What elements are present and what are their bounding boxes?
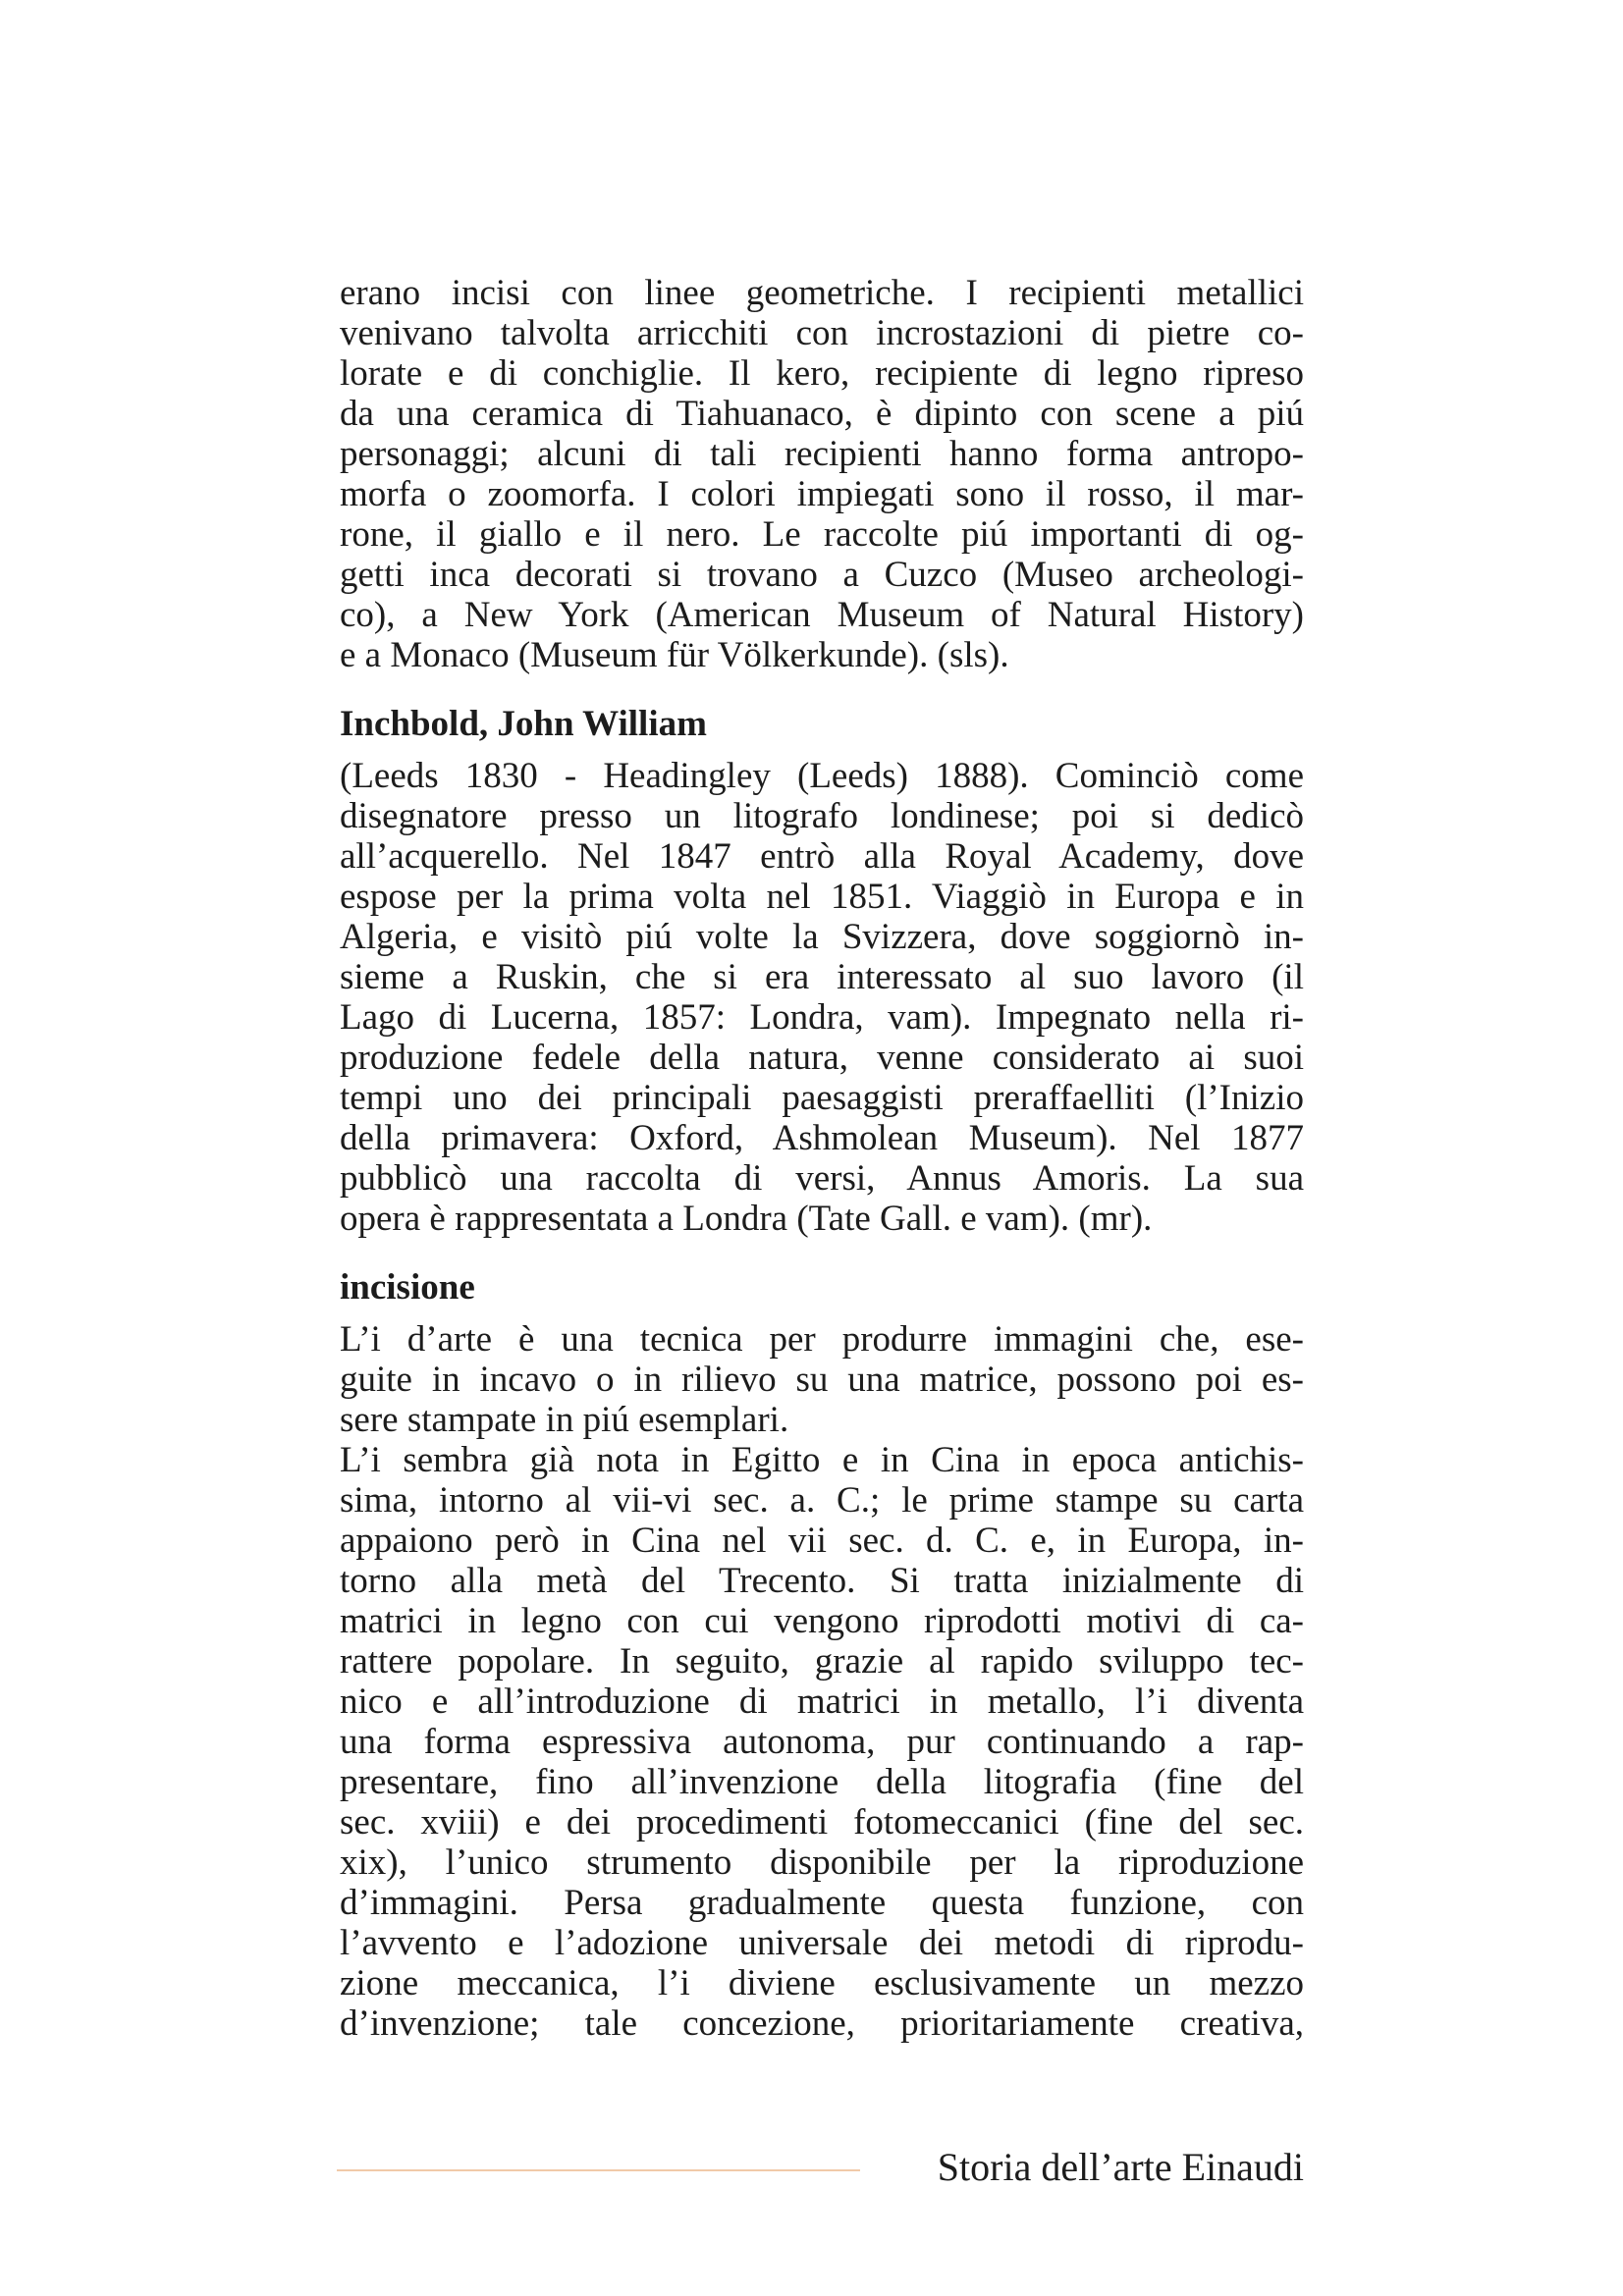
text-line: rone, il giallo e il nero. Le raccolte piú importanti di og- (340, 514, 1304, 555)
text-line: una forma espressiva autonoma, pur continuando a rap- (340, 1722, 1304, 1762)
text-line: d’invenzione; tale concezione, prioritariamente creativa, (340, 2003, 1304, 2044)
text-line: venivano talvolta arricchiti con incrostazioni di pietre co- (340, 313, 1304, 353)
text-line: xix), l’unico strumento disponibile per la riproduzione (340, 1842, 1304, 1883)
text-line: matrici in legno con cui vengono riprodotti motivi di ca- (340, 1601, 1304, 1641)
text-line: co), a New York (American Museum of Natural History) (340, 595, 1304, 635)
text-line: produzione fedele della natura, venne considerato ai suoi (340, 1038, 1304, 1078)
text-line: personaggi; alcuni di tali recipienti hanno forma antropo- (340, 434, 1304, 474)
text-line: nico e all’introduzione di matrici in metallo, l’i diventa (340, 1682, 1304, 1722)
text-line: morfa o zoomorfa. I colori impiegati sono il rosso, il mar- (340, 474, 1304, 514)
text-line: Algeria, e visitò piú volte la Svizzera, dove soggiornò in- (340, 917, 1304, 957)
text-line: sieme a Ruskin, che si era interessato al suo lavoro (il (340, 957, 1304, 997)
text-line-last: opera è rappresentata a Londra (Tate Gall. e vam). (mr). (340, 1199, 1153, 1239)
text-line: pubblicò una raccolta di versi, Annus Amoris. La sua (340, 1158, 1304, 1199)
text-line-last: e a Monaco (Museum für Völkerkunde). (sls). (340, 635, 1009, 675)
text-line: L’i d’arte è una tecnica per produrre immagini che, ese- (340, 1319, 1304, 1360)
text-line: lorate e di conchiglie. Il kero, recipiente di legno ripreso (340, 353, 1304, 394)
entry-incisione (340, 1267, 1304, 2044)
text-line: erano incisi con linee geometriche. I recipienti metallici (340, 273, 1304, 313)
text-line: rattere popolare. In seguito, grazie al rapido sviluppo tec- (340, 1641, 1304, 1682)
footer-title: Storia dell’arte Einaudi (937, 2145, 1304, 2189)
text-line: d’immagini. Persa gradualmente questa funzione, con (340, 1883, 1304, 1923)
text-line: (Leeds 1830 - Headingley (Leeds) 1888). Cominciò come (340, 756, 1304, 796)
intro-paragraph (340, 273, 1304, 675)
footer-divider (337, 2169, 860, 2171)
text-line: tempi uno dei principali paesaggisti preraffaelliti (l’Inizio (340, 1078, 1304, 1118)
text-line: disegnatore presso un litografo londinese; poi si dedicò (340, 796, 1304, 836)
text-line: appaiono però in Cina nel vii sec. d. C. e, in Europa, in- (340, 1521, 1304, 1561)
entry-heading: Inchbold, John William (340, 704, 707, 744)
text-line: zione meccanica, l’i diviene esclusivamente un mezzo (340, 1963, 1304, 2003)
text-line: l’avvento e l’adozione universale dei metodi di riprodu- (340, 1923, 1304, 1963)
text-line: sec. xviii) e dei procedimenti fotomeccanici (fine del sec. (340, 1802, 1304, 1842)
text-line: espose per la prima volta nel 1851. Viaggiò in Europa e in (340, 877, 1304, 917)
text-line: della primavera: Oxford, Ashmolean Museum). Nel 1877 (340, 1118, 1304, 1158)
text-line: da una ceramica di Tiahuanaco, è dipinto con scene a piú (340, 394, 1304, 434)
text-line: presentare, fino all’invenzione della litografia (fine del (340, 1762, 1304, 1802)
text-line: Lago di Lucerna, 1857: Londra, vam). Impegnato nella ri- (340, 997, 1304, 1038)
text-line: L’i sembra già nota in Egitto e in Cina in epoca antichis- (340, 1440, 1304, 1480)
entry-heading: incisione (340, 1267, 475, 1308)
text-column (340, 273, 1304, 2044)
text-line: getti inca decorati si trovano a Cuzco (Museo archeologi- (340, 555, 1304, 595)
text-line: all’acquerello. Nel 1847 entrò alla Royal Academy, dove (340, 836, 1304, 877)
text-line: torno alla metà del Trecento. Si tratta inizialmente di (340, 1561, 1304, 1601)
text-line: sima, intorno al vii-vi sec. a. C.; le prime stampe su carta (340, 1480, 1304, 1521)
text-line-last: sere stampate in piú esemplari. (340, 1400, 789, 1440)
entry-inchbold (340, 704, 1304, 1239)
text-line: guite in incavo o in rilievo su una matrice, possono poi es- (340, 1360, 1304, 1400)
